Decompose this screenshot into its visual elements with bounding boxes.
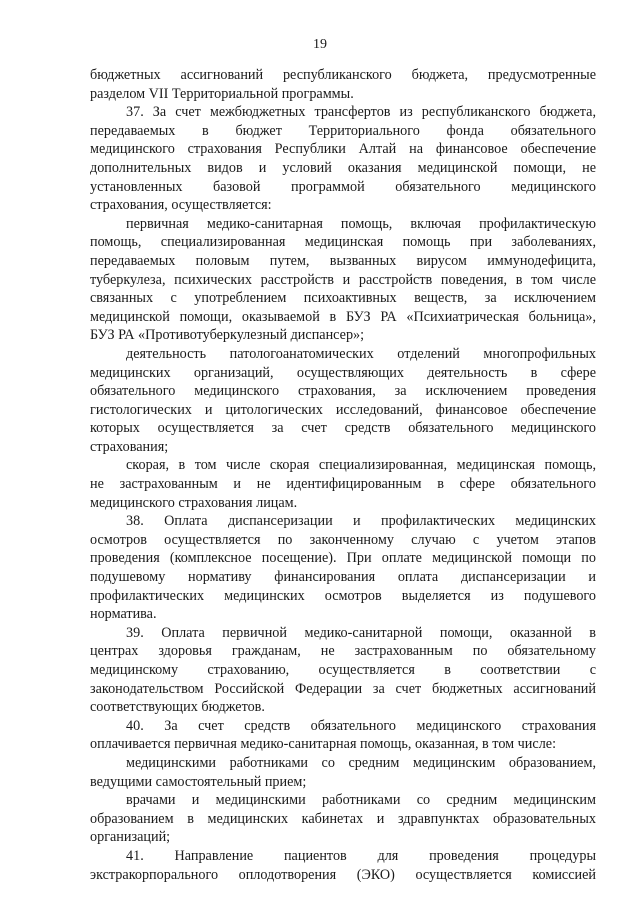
- paragraph: [90, 754, 596, 791]
- text-line: оплачивается первичная медико-санитарная помощь, оказанная, в том числе:: [90, 736, 557, 753]
- text-line: подушевому нормативу финансирования оплата диспансеризации и: [90, 569, 596, 586]
- document-body: [90, 66, 596, 884]
- text-line: которых осуществляется за счет средств обязательного медицинского: [90, 420, 596, 437]
- text-line: скорая, в том числе скорая специализированная, медицинская помощь,: [126, 457, 596, 474]
- text-line: туберкулеза, психических расстройств и расстройств поведения, в том числе: [90, 271, 596, 288]
- text-line: разделом VII Территориальной программы.: [90, 85, 354, 102]
- text-line: соответствующих бюджетов.: [90, 699, 265, 716]
- text-line: профилактических медицинских осмотров выделяется из подушевого: [90, 587, 596, 604]
- paragraph: [90, 847, 596, 884]
- text-line: гистологических и цитологических исследований, финансовое обеспечение: [90, 401, 596, 418]
- paragraph: [90, 717, 596, 754]
- text-line: экстракорпорального оплодотворения (ЭКО) осуществляется комиссией: [90, 866, 596, 883]
- text-line: законодательством Российской Федерации за счет бюджетных ассигнований: [90, 680, 596, 697]
- text-line: медицинской помощи, оказываемой в БУЗ РА «Психиатрическая больница»,: [90, 308, 596, 325]
- text-line: страхования;: [90, 438, 169, 455]
- paragraph: [90, 512, 596, 624]
- text-line: связанных с употреблением психоактивных веществ, за исключением: [90, 290, 596, 307]
- text-line: медицинского страхования Республики Алтай на финансовое обеспечение: [90, 141, 596, 158]
- text-line: проведения (комплексное посещение). При оплате медицинской помощи по: [90, 550, 596, 567]
- text-line: 41. Направление пациентов для проведения процедуры: [126, 847, 596, 864]
- text-line: 39. Оплата первичной медико-санитарной помощи, оказанной в: [126, 624, 596, 641]
- paragraph: [90, 66, 596, 103]
- text-line: образованием в медицинских кабинетах и здравпунктах образовательных: [90, 810, 596, 827]
- paragraph: [90, 215, 596, 345]
- text-line: организаций;: [90, 829, 171, 846]
- text-line: помощь, специализированная медицинская помощь при заболеваниях,: [90, 234, 596, 251]
- text-line: БУЗ РА «Противотуберкулезный диспансер»;: [90, 327, 365, 344]
- text-line: первичная медико-санитарная помощь, включая профилактическую: [126, 215, 596, 232]
- paragraph: [90, 103, 596, 215]
- text-line: медицинскому страхованию, осуществляется в соответствии с: [90, 662, 596, 678]
- paragraph: [90, 791, 596, 847]
- text-line: норматива.: [90, 606, 157, 623]
- text-line: дополнительных видов и условий оказания медицинской помощи, не: [90, 159, 596, 176]
- text-line: медицинскими работниками со средним медицинским образованием,: [126, 754, 596, 771]
- text-line: 38. Оплата диспансеризации и профилактических медицинских: [126, 513, 596, 530]
- text-line: не застрахованным и не идентифицированным в сфере обязательного: [90, 476, 596, 493]
- page-number: 19: [313, 37, 327, 52]
- text-line: бюджетных ассигнований республиканского бюджета, предусмотренные: [90, 67, 596, 83]
- text-line: осмотров осуществляется по законченному случаю с учетом этапов: [90, 531, 596, 548]
- text-line: 40. За счет средств обязательного медицинского страхования: [126, 717, 596, 734]
- text-line: ведущими самостоятельный прием;: [90, 773, 307, 790]
- text-line: обязательного медицинского страхования, за исключением проведения: [90, 383, 596, 400]
- paragraph: [90, 345, 596, 457]
- text-line: установленных базовой программой обязательного медицинского: [90, 178, 596, 195]
- text-line: врачами и медицинскими работниками со средним медицинским: [126, 792, 596, 809]
- text-line: деятельность патологоанатомических отделений многопрофильных: [126, 345, 596, 362]
- text-line: медицинского страхования лицам.: [90, 494, 298, 511]
- text-line: передаваемых половым путем, вызванных вирусом иммунодефицита,: [90, 252, 596, 269]
- text-line: страхования, осуществляется:: [90, 197, 272, 214]
- text-line: медицинских организаций, осуществляющих деятельность в сфере: [90, 364, 596, 381]
- text-line: центрах здоровья гражданам, не застрахованным по обязательному: [90, 643, 596, 660]
- text-line: передаваемых в бюджет Территориального фонда обязательного: [90, 122, 596, 139]
- paragraph: [90, 456, 596, 512]
- paragraph: [90, 624, 596, 717]
- text-line: 37. За счет межбюджетных трансфертов из республиканского бюджета,: [126, 104, 596, 121]
